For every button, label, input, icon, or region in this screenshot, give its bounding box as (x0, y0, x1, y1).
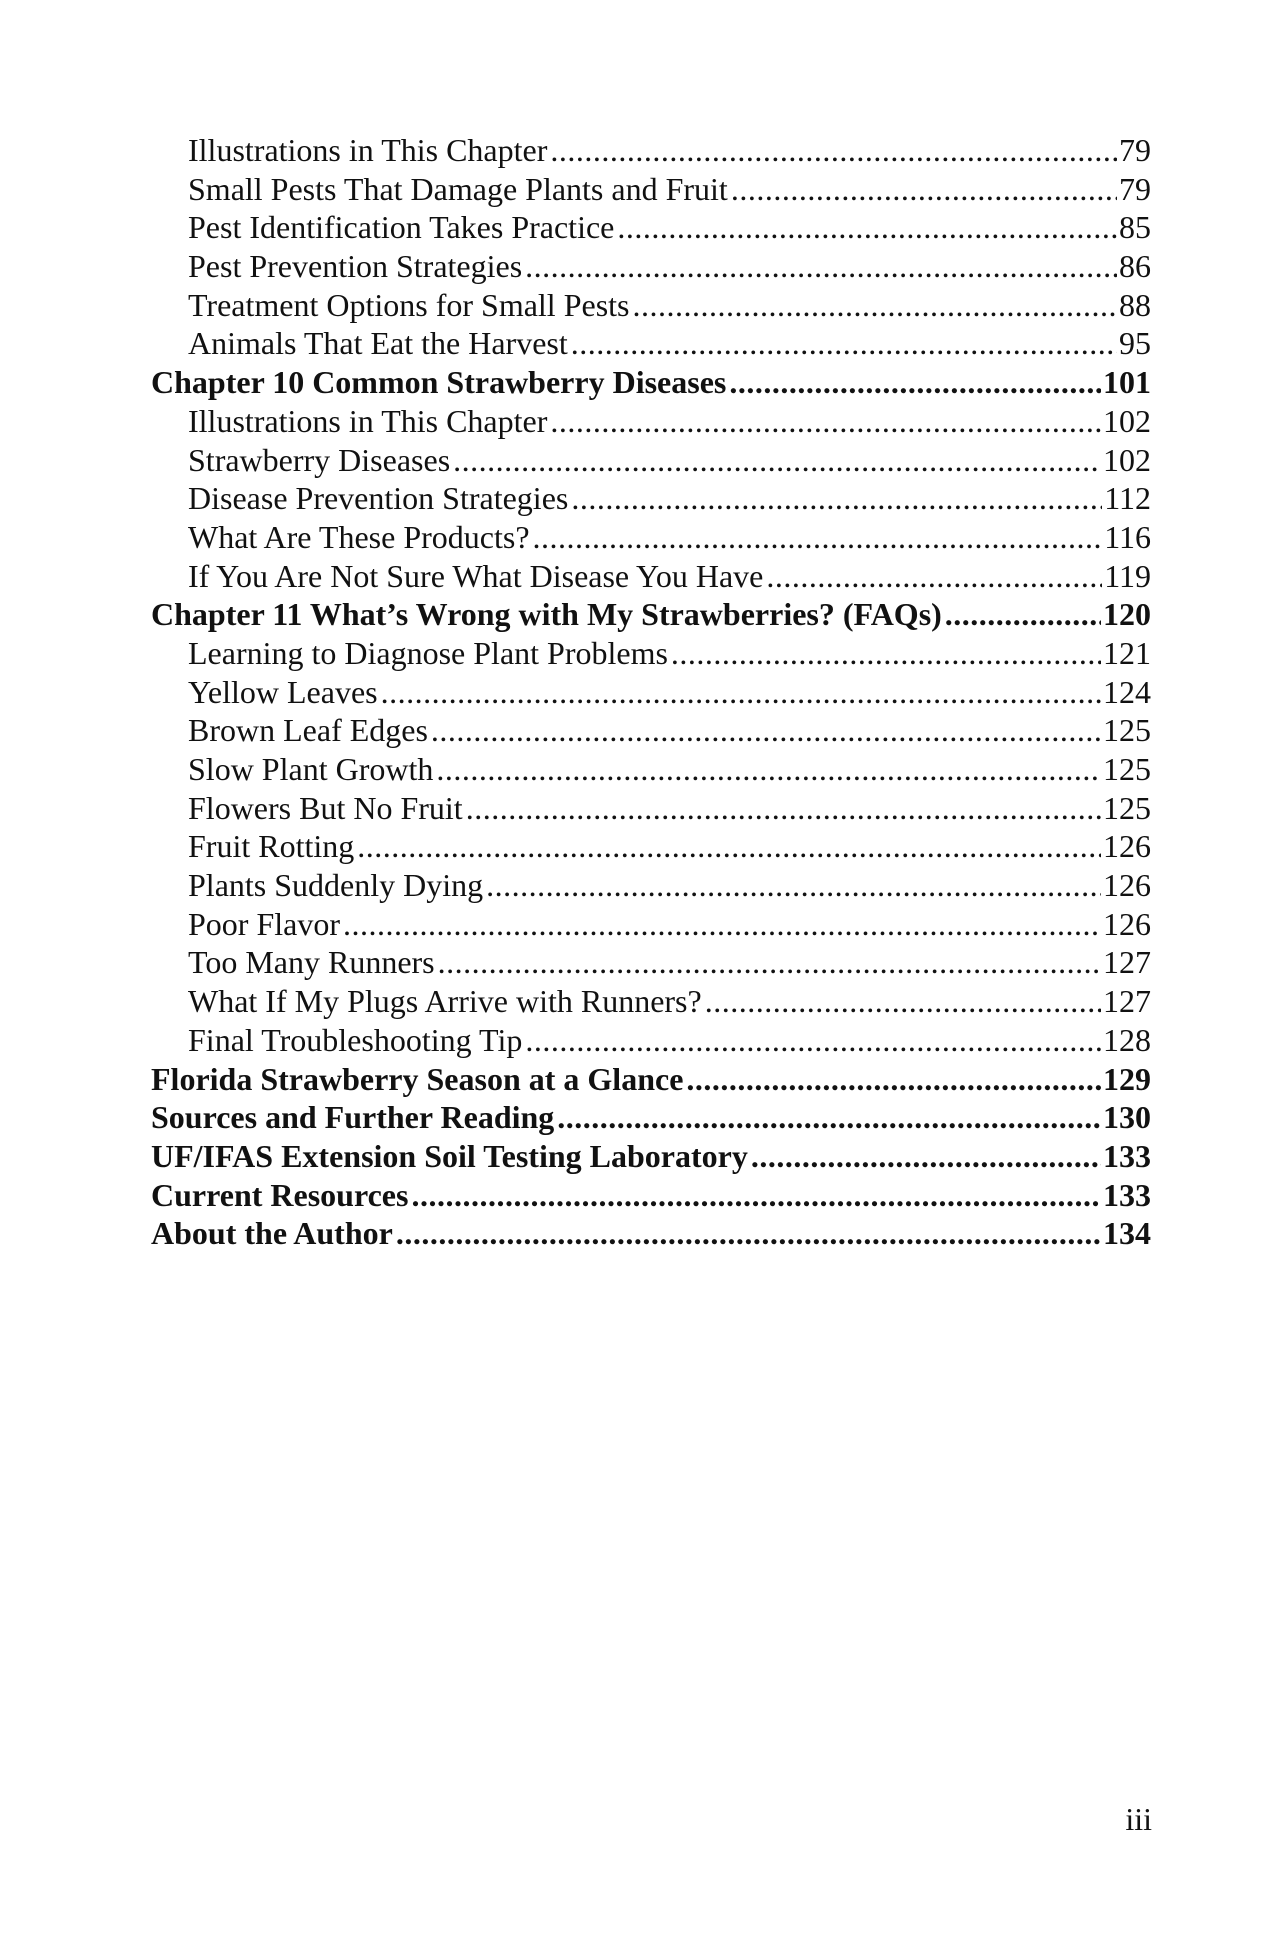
toc-entry[interactable] (151, 634, 1151, 673)
toc-entry[interactable] (151, 711, 1151, 750)
toc-entry[interactable] (151, 789, 1151, 828)
toc-entry-page: 126 (1103, 828, 1151, 865)
toc-entry[interactable] (151, 673, 1151, 712)
toc-entry-page: 126 (1103, 905, 1151, 942)
toc-entry-title: Illustrations in This Chapter (188, 402, 548, 439)
toc-entry-page: 133 (1103, 1176, 1151, 1213)
toc-entry-title: UF/IFAS Extension Soil Testing Laboratory (151, 1137, 748, 1174)
dot-leader (525, 1021, 1101, 1060)
toc-entry[interactable] (151, 866, 1151, 905)
toc-entry-title: Plants Suddenly Dying (188, 867, 484, 904)
table-of-contents (151, 131, 1151, 1253)
toc-entry[interactable] (151, 1214, 1151, 1253)
dot-leader (396, 1214, 1101, 1253)
dot-leader (550, 131, 1117, 170)
dot-leader (357, 827, 1101, 866)
toc-entry-title: Chapter 10 Common Strawberry Diseases (151, 364, 727, 401)
toc-entry-title: Strawberry Diseases (188, 441, 451, 478)
dot-leader (557, 1098, 1101, 1137)
toc-entry-title: Chapter 11 What’s Wrong with My Strawberries? (FAQs) (151, 596, 942, 633)
toc-entry-title: Poor Flavor (188, 905, 340, 942)
toc-entry-title: Current Resources (151, 1176, 409, 1213)
dot-leader (671, 634, 1101, 673)
toc-entry-title: Florida Strawberry Season at a Glance (151, 1060, 684, 1097)
toc-entry[interactable] (151, 1137, 1151, 1176)
toc-entry-title: Final Troubleshooting Tip (188, 1021, 523, 1058)
toc-entry-page: 88 (1119, 286, 1151, 323)
toc-entry-page: 133 (1103, 1137, 1151, 1174)
toc-entry[interactable] (151, 1098, 1151, 1137)
toc-entry[interactable] (151, 1176, 1151, 1215)
toc-entry-page: 95 (1119, 325, 1151, 362)
dot-leader (436, 750, 1101, 789)
dot-leader (486, 866, 1101, 905)
toc-entry[interactable] (151, 750, 1151, 789)
toc-entry-page: 127 (1103, 983, 1151, 1020)
toc-entry-title: Yellow Leaves (188, 673, 378, 710)
toc-entry[interactable] (151, 208, 1151, 247)
toc-entry-page: 116 (1104, 518, 1151, 555)
dot-leader (729, 363, 1101, 402)
toc-entry-page: 129 (1103, 1060, 1151, 1097)
toc-entry-page: 102 (1103, 402, 1151, 439)
toc-entry-page: 119 (1104, 557, 1151, 594)
toc-entry-page: 79 (1119, 132, 1151, 168)
toc-entry[interactable] (151, 827, 1151, 866)
toc-entry-title: Disease Prevention Strategies (188, 480, 569, 517)
toc-entry[interactable] (151, 982, 1151, 1021)
toc-entry[interactable] (151, 247, 1151, 286)
toc-entry-title: If You Are Not Sure What Disease You Have (188, 557, 764, 594)
dot-leader (766, 557, 1102, 596)
toc-entry-page: 134 (1103, 1215, 1151, 1252)
toc-entry[interactable] (151, 595, 1151, 634)
toc-entry-title: Flowers But No Fruit (188, 789, 463, 826)
dot-leader (381, 673, 1101, 712)
toc-entry-page: 126 (1103, 867, 1151, 904)
toc-entry-page: 120 (1103, 596, 1151, 633)
dot-leader (571, 479, 1102, 518)
toc-entry[interactable] (151, 1060, 1151, 1099)
dot-leader (945, 595, 1101, 634)
toc-entry[interactable] (151, 905, 1151, 944)
toc-entry[interactable] (151, 286, 1151, 325)
toc-entry-page: 101 (1103, 364, 1151, 401)
toc-entry[interactable] (151, 363, 1151, 402)
dot-leader (343, 905, 1101, 944)
toc-entry-title: Treatment Options for Small Pests (188, 286, 630, 323)
dot-leader (525, 247, 1117, 286)
toc-entry-page: 130 (1103, 1099, 1151, 1136)
dot-leader (686, 1060, 1101, 1099)
toc-entry-page: 124 (1103, 673, 1151, 710)
toc-entry-title: Sources and Further Reading (151, 1099, 555, 1136)
toc-entry-title: Brown Leaf Edges (188, 712, 428, 749)
toc-entry[interactable] (151, 557, 1151, 596)
toc-entry[interactable] (151, 402, 1151, 441)
toc-entry-title: Pest Prevention Strategies (188, 248, 523, 285)
toc-entry-title: Learning to Diagnose Plant Problems (188, 634, 668, 671)
toc-entry-page: 79 (1119, 170, 1151, 207)
dot-leader (453, 441, 1101, 480)
toc-entry-title: Slow Plant Growth (188, 751, 434, 787)
toc-entry-title: About the Author (151, 1215, 393, 1252)
toc-entry[interactable] (151, 943, 1151, 982)
toc-entry-page: 112 (1104, 480, 1151, 517)
dot-leader (411, 1176, 1101, 1215)
toc-entry-title: What If My Plugs Arrive with Runners? (188, 983, 702, 1020)
toc-entry[interactable] (151, 324, 1151, 363)
toc-entry-page: 86 (1119, 248, 1151, 285)
toc-entry-page: 128 (1103, 1021, 1151, 1058)
toc-entry-title: Small Pests That Damage Plants and Fruit (188, 170, 728, 207)
dot-leader (431, 711, 1101, 750)
toc-entry-page: 121 (1103, 634, 1151, 671)
dot-leader (731, 170, 1117, 209)
toc-entry-title: What Are These Products? (188, 518, 530, 555)
dot-leader (533, 518, 1103, 557)
toc-entry[interactable] (151, 441, 1151, 480)
toc-entry-title: Too Many Runners (188, 944, 435, 981)
toc-entry-page: 102 (1103, 441, 1151, 478)
toc-entry[interactable] (151, 170, 1151, 209)
dot-leader (617, 208, 1117, 247)
dot-leader (438, 943, 1101, 982)
page-number: iii (1125, 1801, 1152, 1837)
toc-entry-title: Fruit Rotting (188, 828, 355, 865)
toc-entry-page: 125 (1103, 789, 1151, 826)
toc-entry[interactable] (151, 479, 1151, 518)
toc-entry[interactable] (151, 131, 1151, 170)
toc-entry-title: Pest Identification Takes Practice (188, 209, 615, 246)
dot-leader (571, 324, 1117, 363)
toc-entry[interactable] (151, 518, 1151, 557)
toc-entry-title: Animals That Eat the Harvest (188, 325, 568, 362)
toc-entry-page: 125 (1103, 712, 1151, 749)
dot-leader (632, 286, 1117, 325)
dot-leader (466, 789, 1101, 828)
toc-entry-page: 127 (1103, 944, 1151, 981)
toc-entry[interactable] (151, 1021, 1151, 1060)
toc-entry-page: 85 (1119, 209, 1151, 246)
toc-entry-title: Illustrations in This Chapter (188, 132, 548, 168)
dot-leader (705, 982, 1101, 1021)
dot-leader (550, 402, 1101, 441)
toc-entry-page: 125 (1103, 751, 1151, 787)
dot-leader (751, 1137, 1101, 1176)
